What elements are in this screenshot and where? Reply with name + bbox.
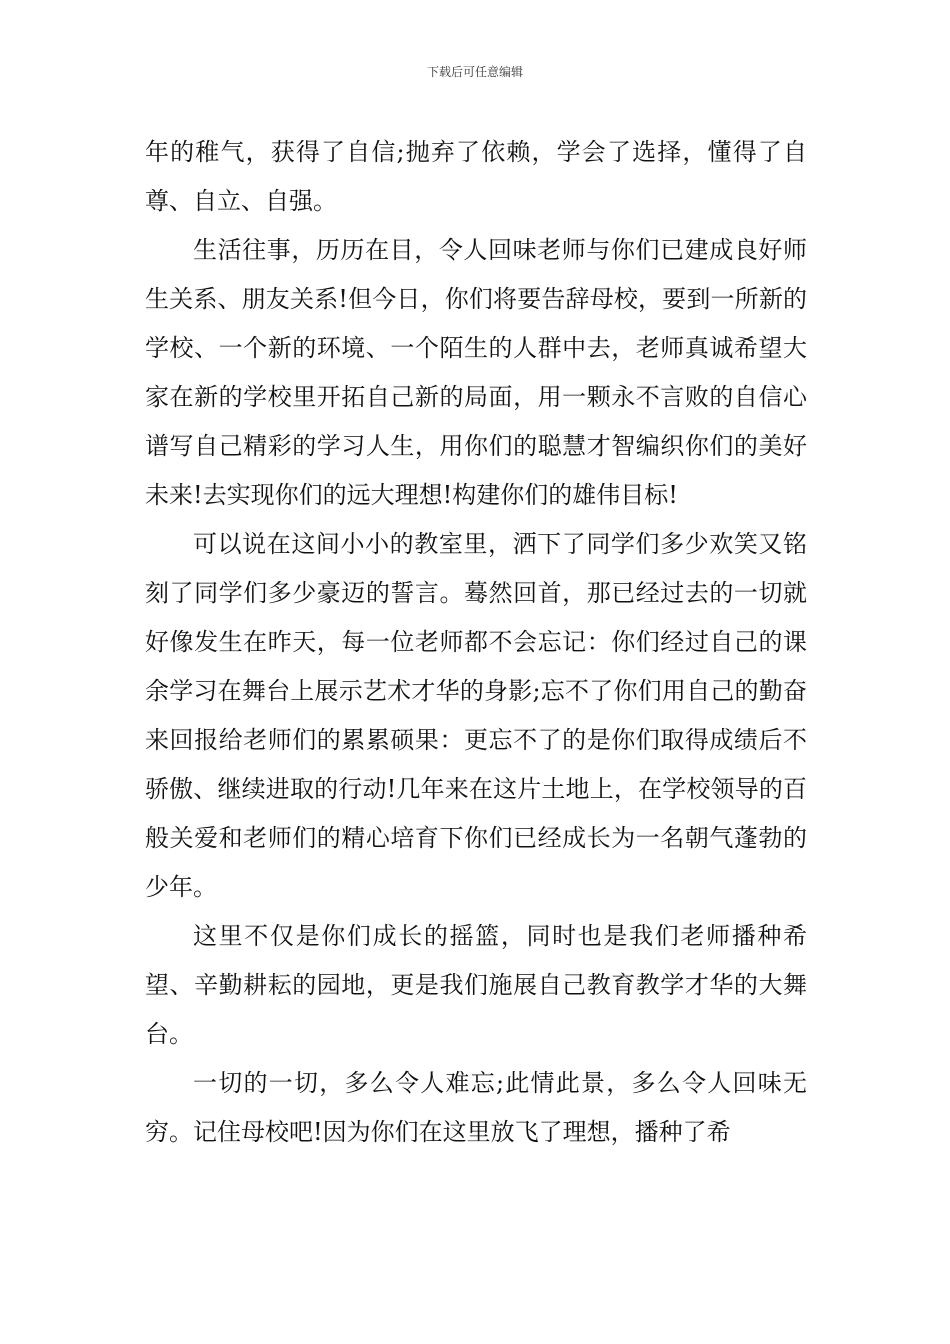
paragraph-5: 一切的一切，多么令人难忘;此情此景，多么令人回味无穷。记住母校吧!因为你们在这里放飞了理想，播种了希 [145,1069,807,1146]
paragraph-4: 这里不仅是你们成长的摇篮，同时也是我们老师播种希望、辛勤耕耘的园地，更是我们施展自己教育教学才华的大舞台。 [145,922,807,1048]
paragraph-2: 生活往事，历历在目，令人回味老师与你们已建成良好师生关系、朋友关系!但今日，你们将要告辞母校，要到一所新的学校、一个新的环境、一个陌生的人群中去，老师真诚希望大家在新的学校里开拓自己新的局面，用一颗永不言败的自信心谱写自己精彩的学习人生，用你们的聪慧才智编织你们的美好未来!去实现你们的远大理想!构建你们的雄伟目标! [145,236,807,509]
paragraph-3: 可以说在这间小小的教室里，洒下了同学们多少欢笑又铭刻了同学们多少豪迈的誓言。蓦然回首，那已经过去的一切就好像发生在昨天，每一位老师都不会忘记：你们经过自己的课余学习在舞台上展示艺术才华的身影;忘不了你们用自己的勤奋来回报给老师们的累累硕果：更忘不了的是你们取得成绩后不骄傲、继续进取的行动!几年来在这片土地上，在学校领导的百般关爱和老师们的精心培育下你们已经成长为一名朝气蓬勃的少年。 [145,530,807,901]
document-body [145,128,807,1157]
paragraph-1: 年的稚气，获得了自信;抛弃了依赖，学会了选择，懂得了自尊、自立、自强。 [145,138,807,215]
page-header: 下载后可任意编辑 [426,65,523,79]
